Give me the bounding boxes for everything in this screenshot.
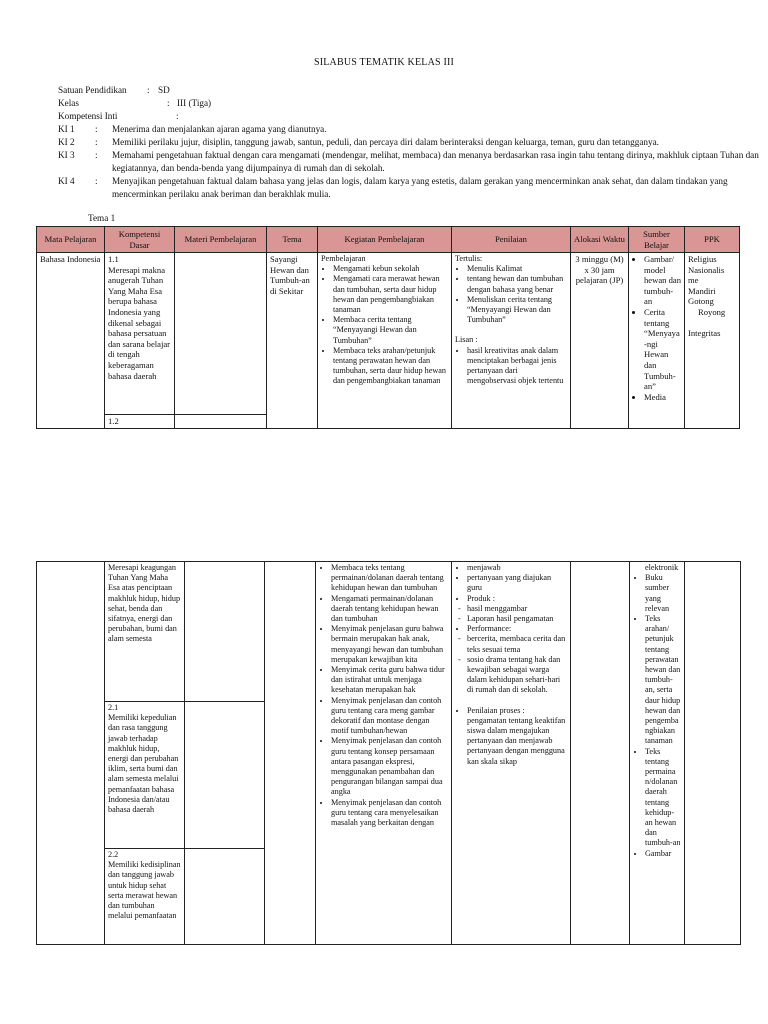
p2-cell-mapel <box>37 562 105 945</box>
p2-cell-materi-b <box>185 702 265 849</box>
kd-1-1-num: 1.1 <box>108 254 119 264</box>
ki-2-colon: : <box>95 137 98 147</box>
page-title: SILABUS TEMATIK KELAS III <box>313 57 455 68</box>
proses-title: • Penilaian proses : <box>467 706 567 716</box>
kegiatan-item: • Mengamati cara merawat hewan dan tumbuhan, serta daur hidup hewan dan pengembangbiakan tanaman <box>333 274 448 315</box>
cell-mapel <box>37 253 105 429</box>
sumber-item: • Gambar <box>645 849 681 859</box>
alokasi-text: 3 minggu (M) x 30 jam pelajaran (JP) <box>575 254 624 286</box>
p2-cell-kegiatan <box>316 562 452 945</box>
header-ppk: PPK <box>685 227 740 253</box>
header-mata-pelajaran: Mata Pelajaran <box>37 227 105 253</box>
p2-cell-kd-c <box>105 849 185 945</box>
ppk-item: Religius <box>688 254 717 264</box>
kegiatan-item: • Menyimak penjelasan dan contoh guru tentang konsep persamaan antara pasangan ekspresi, menggunakan penambahan dan pengurangan bilangan sampai dua angka <box>331 736 448 797</box>
performance-title: • Performance: <box>467 624 567 634</box>
kelas-colon: : <box>167 98 170 108</box>
satuan-colon: : <box>147 85 150 95</box>
cell-kegiatan <box>318 253 452 429</box>
kd-a-text: Meresapi keagungan Tuhan Yang Maha Esa atas penciptaan makhluk hidup, hidup sehat, benda dan sifatnya, energi dan perubahan, bumi dan alam semesta <box>108 563 181 644</box>
lisan-title: Lisan : <box>455 335 478 345</box>
header-tema: Tema <box>267 227 318 253</box>
penilaian-title: Tertulis: <box>455 254 483 263</box>
cell-penilaian <box>452 253 571 429</box>
penilaian-item: • menjawab <box>467 563 567 573</box>
tema-label: Tema 1 <box>88 213 116 223</box>
sumber-item: • Gambar/ model hewan dan tumbuh-an <box>644 254 681 307</box>
kd-1-2-num: 1.2 <box>108 416 119 426</box>
header-sumber: Sumber Belajar <box>629 227 685 253</box>
ki-3-colon: : <box>95 150 98 160</box>
cell-sumber <box>629 253 685 429</box>
penilaian-item: • Menuliskan cerita tentang “Menyayangi Hewan dan Tumbuhan” <box>467 295 567 326</box>
ki-4-label: KI 4 <box>58 176 75 186</box>
ki-2-text: Memiliki perilaku jujur, disiplin, tanggung jawab, santun, peduli, dan percaya diri dalam berinteraksi dengan keluarga, teman, guru dan tetangganya. <box>112 137 659 147</box>
p2-cell-kd-a <box>105 562 185 702</box>
ki-4-colon: : <box>95 176 98 186</box>
tema-text: Sayangi Hewan dan Tumbuh-an di Sekitar <box>270 254 310 296</box>
cell-alokasi <box>571 253 629 429</box>
sumber-item: • Cerita tentang “Menyaya -ngi Hewan dan Tumbuh-an” <box>644 307 681 392</box>
kd-b-text: Memiliki kepedulian dan rasa tanggung jawab terhadap makhluk hidup, energi dan perubahan iklim, serta bumi dan alam semesta melalui pemanfaatan bahasa Indonesia dan/atau bahasa daerah <box>108 713 179 815</box>
header-kompetensi-dasar: Kompetensi Dasar <box>105 227 175 253</box>
ki-4-text: Menyajikan pengetahuan faktual dalam bahasa yang jelas dan logis, dalam karya yang estetis, dalam gerakan yang mencerminkan anak sehat, dan dalam tindakan yang mencerminkan perilaku anak beriman dan berakhlak mulia. <box>112 176 728 199</box>
lisan-item: • hasil kreativitas anak dalam menciptakan berbagai jenis pertanyaan dari mengobservasi objek tertentu <box>467 346 567 387</box>
ki-label: Kompetensi Inti <box>58 111 118 121</box>
cell-ppk <box>685 253 740 429</box>
kd-1-1-text: Meresapi makna anugerah Tuhan Yang Maha Esa berupa bahasa Indonesia yang dikenal sebagai bahasa persatuan dan sarana belajar di tengah keberagaman bahasa daerah <box>108 264 171 381</box>
kd-b-num: 2.1 <box>108 703 119 712</box>
header-alokasi: Alokasi Waktu <box>571 227 629 253</box>
ki-3-text: Memahami pengetahuan faktual dengan cara mengamati (mendengar, melihat, membaca) dan menanya berdasarkan rasa ingin tahu tentang dirinya, makhluk ciptaan Tuhan dan kegiatannya, dan benda-benda yang dijumpainya di rumah dan di sekolah. <box>112 150 759 173</box>
ki-1-colon: : <box>95 124 98 134</box>
ppk-item: Mandiri <box>688 285 716 296</box>
sumber-item: • Buku sumber yang relevan <box>645 573 681 614</box>
kelas-label: Kelas <box>58 98 79 108</box>
header-kegiatan: Kegiatan Pembelajaran <box>318 227 452 253</box>
kegiatan-item: • Mengamati permainan/dolanan daerah tentang kehidupan hewan dan tumbuhan <box>331 594 448 625</box>
sumber-item: • Teks arahan/ petunjuk tentang perawatan hewan dan tumbuh-an, serta daur hidup hewan dan pengemba ngbiakan tanaman <box>645 614 681 747</box>
p2-cell-alokasi <box>571 562 630 945</box>
satuan-value: SD <box>158 85 170 95</box>
penilaian-item: • pertanyaan yang diajukan guru <box>467 573 567 593</box>
proses-text: pengamatan tentang keaktifan siswa dalam mengajukan pertanyaan dan menjawab pertanyaan dengan mengguna kan skala sikap <box>467 715 566 766</box>
penilaian-item: • tentang hewan dan tumbuhan dengan bahasa yang benar <box>467 274 567 294</box>
p2-cell-materi-a <box>185 562 265 702</box>
performance-item: - bercerita, membaca cerita dan teks sesuai tema <box>467 634 567 654</box>
sumber-item: • Teks tentang permaina n/dolanan daerah tentang kehidup-an hewan dan tumbuh-an <box>645 747 681 849</box>
p2-cell-penilaian <box>452 562 571 945</box>
kegiatan-item: • Menyimak penjelasan dan contoh guru tentang cara menyelesaikan masalah yang berkaitan dengan <box>331 798 448 829</box>
ppk-item: Royong <box>698 306 726 317</box>
syllabus-table-1 <box>36 226 740 429</box>
kelas-value: III (Tiga) <box>177 98 212 108</box>
produk-title: • Produk : <box>467 594 567 604</box>
p2-cell-sumber <box>630 562 685 945</box>
performance-item: - sosio drama tentang hak dan kewajiban sebagai warga dalam kehidupan sehari-hari di rumah dan di sekolah. <box>467 655 567 696</box>
kegiatan-item: • Membaca teks arahan/petunjuk tentang perawatan hewan dan tumbuhan, serta daur hidup hewan dan pengembangbiakan tanaman <box>333 346 448 387</box>
cell-tema <box>267 253 318 429</box>
sumber-item: • Media <box>644 392 681 403</box>
kegiatan-item: • Membaca teks tentang permainan/dolanan daerah tentang kehidupan hewan dan tumbuhan <box>331 563 448 594</box>
cell-kd-1-2 <box>105 415 175 429</box>
ki-3-label: KI 3 <box>58 150 75 160</box>
kegiatan-item: • Mengamati kebun sekolah <box>333 264 448 274</box>
ppk-item: Integritas <box>688 327 721 338</box>
p2-cell-tema <box>265 562 316 945</box>
cell-materi <box>175 253 267 415</box>
cell-kd-1-1 <box>105 253 175 415</box>
p2-cell-ppk <box>685 562 741 945</box>
produk-item: - hasil menggambar <box>467 604 567 614</box>
ppk-item: Nasionalis me <box>688 264 725 286</box>
p2-cell-kd-b <box>105 702 185 849</box>
cell-materi-2 <box>175 415 267 429</box>
mapel-text: Bahasa Indonesia <box>40 254 101 264</box>
ki-1-text: Menerima dan menjalankan ajaran agama yang dianutnya. <box>112 124 327 134</box>
ki-colon: : <box>176 111 179 121</box>
kegiatan-item: • Menyimak cerita guru bahwa tidur dan istirahat untuk menjaga kesehatan merupakan hak <box>331 665 448 696</box>
ki-2-label: KI 2 <box>58 137 75 147</box>
header-materi: Materi Pembelajaran <box>175 227 267 253</box>
satuan-label: Satuan Pendidikan <box>58 85 127 95</box>
kd-c-num: 2.2 <box>108 850 119 859</box>
kd-c-text: Memiliki kedisiplinan dan tanggung jawab untuk hidup sehat serta merawat hewan dan tumbuhan melalui pemanfaatan <box>108 860 181 921</box>
sumber-top: elektronik <box>645 563 679 572</box>
kegiatan-item: • Membaca cerita tentang “Menyayangi Hewan dan Tumbuhan” <box>333 315 448 346</box>
kegiatan-item: • Menyimak penjelasan guru bahwa bermain merupakan hak anak, menyayangi hewan dan tumbuhan merupakan kewajiban kita <box>331 624 448 665</box>
kegiatan-title: Pembelajaran <box>321 254 366 263</box>
header-penilaian: Penilaian <box>452 227 571 253</box>
penilaian-item: • Menulis Kalimat <box>467 264 567 274</box>
produk-item: - Laporan hasil pengamatan <box>467 614 567 624</box>
ppk-item: Gotong <box>688 296 714 307</box>
kegiatan-item: • Menyimak penjelasan dan contoh guru tentang cara meng gambar dekoratif dan montase dengan motif tumbuhan/hewan <box>331 696 448 737</box>
syllabus-table-2 <box>36 561 741 945</box>
ki-1-label: KI 1 <box>58 124 75 134</box>
p2-cell-materi-c <box>185 849 265 945</box>
